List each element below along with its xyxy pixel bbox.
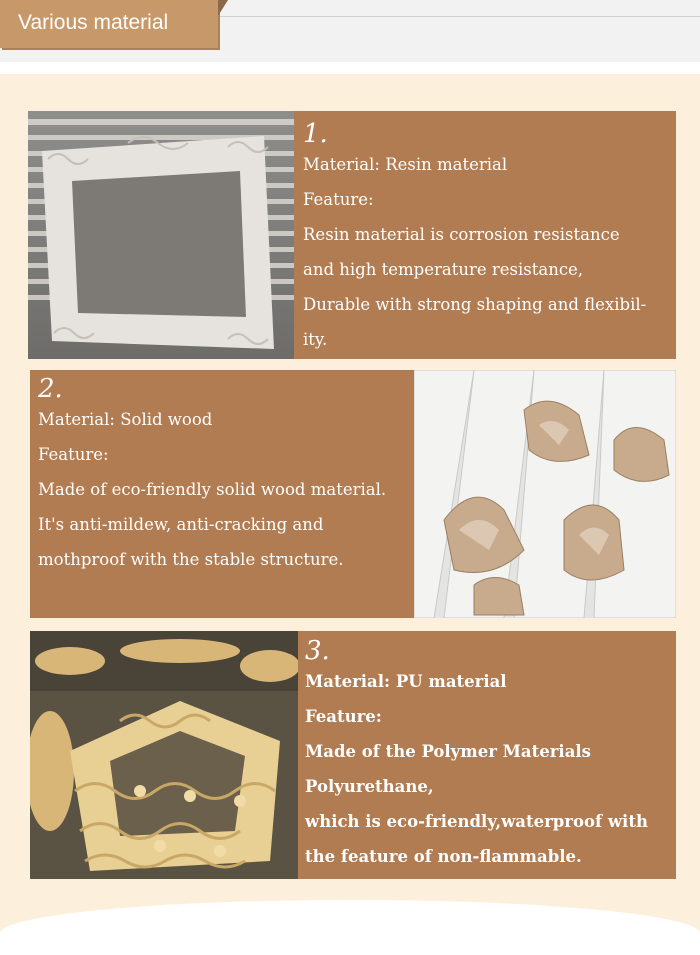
pu-material-panel	[298, 631, 676, 879]
feature-label: Feature:	[305, 707, 382, 726]
feature-line: It's anti-mildew, anti-cracking and	[38, 515, 324, 534]
feature-label: Feature:	[303, 190, 374, 209]
tab-corner-decoration	[218, 0, 228, 16]
feature-line: Made of the Polymer Materials	[305, 742, 591, 761]
solid-wood-moulding-photo	[414, 370, 676, 618]
material-name: Material: PU material	[305, 672, 507, 691]
feature-line: Resin material is corrosion resistance	[303, 225, 620, 244]
feature-line: Made of eco-friendly solid wood material.	[38, 480, 387, 499]
feature-line: Durable with strong shaping and flexibil-	[303, 295, 647, 314]
item-number: 3.	[305, 636, 330, 666]
feature-line: mothproof with the stable structure.	[38, 550, 344, 569]
resin-frame-photo	[28, 111, 294, 359]
section-title-tab	[0, 0, 218, 48]
feature-line: Polyurethane,	[305, 777, 434, 796]
feature-line: which is eco-friendly,waterproof with	[305, 812, 648, 831]
material-name: Material: Solid wood	[38, 410, 213, 429]
item-number: 2.	[38, 374, 63, 404]
feature-label: Feature:	[38, 445, 109, 464]
feature-line: ity.	[303, 330, 328, 349]
feature-line: and high temperature resistance,	[303, 260, 584, 279]
feature-line: the feature of non-flammable.	[305, 847, 582, 866]
item-number: 1.	[303, 119, 328, 149]
resin-material-panel	[294, 111, 676, 359]
material-name: Material: Resin material	[303, 155, 508, 174]
section-title: Various material	[18, 11, 169, 34]
solid-wood-panel	[30, 370, 414, 618]
pu-material-photo	[30, 631, 298, 879]
